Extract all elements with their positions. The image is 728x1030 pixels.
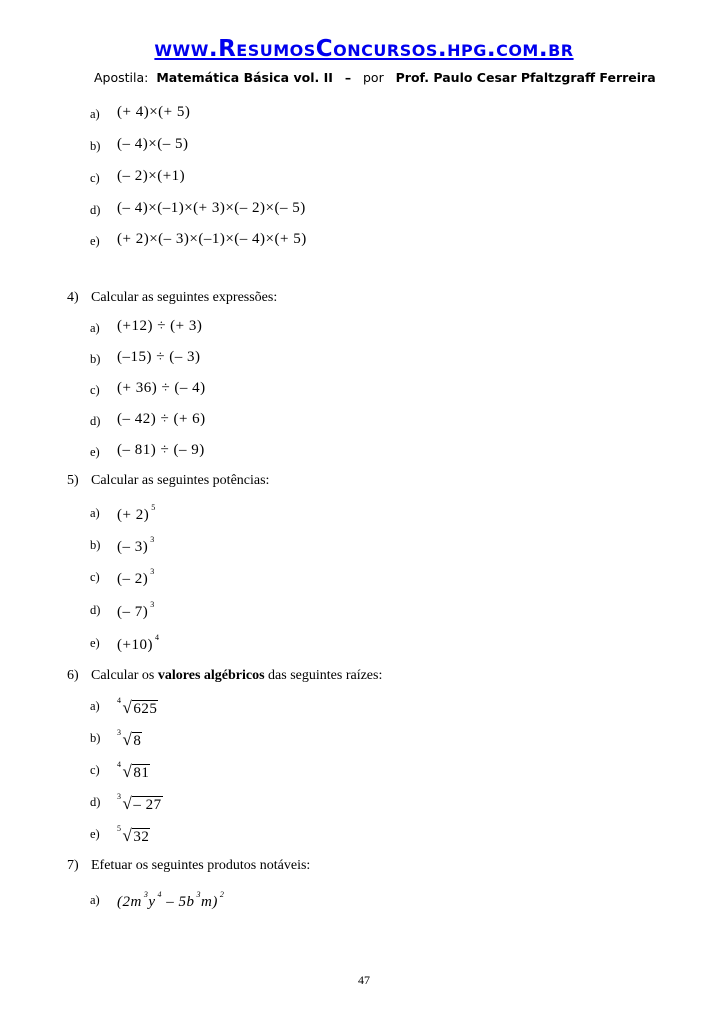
item-label: d) <box>90 795 101 809</box>
radicand: 32 <box>133 829 150 845</box>
item-label: c) <box>90 383 100 397</box>
item-label: a) <box>90 506 100 520</box>
item-expression: (+12) ÷ (+ 3) <box>117 318 203 334</box>
root-index: 3 <box>117 728 122 737</box>
question-number: 5) <box>67 473 79 488</box>
radicand: 8 <box>133 733 142 749</box>
power-base: (– 2) <box>117 571 149 587</box>
item-label: d) <box>90 203 101 217</box>
root-expression <box>117 696 158 718</box>
root-expression <box>117 792 163 814</box>
apostila-label: Apostila: <box>94 70 149 85</box>
radical-icon: √ <box>122 762 133 781</box>
item-expression: (+ 4)×(+ 5) <box>117 104 191 120</box>
expr-part: – 5b <box>166 894 195 910</box>
power-exponent: 3 <box>150 535 155 544</box>
root-index: 4 <box>117 696 122 705</box>
item-label: d) <box>90 414 101 428</box>
page-number: 47 <box>358 973 370 987</box>
item-label: c) <box>90 171 100 185</box>
author: Prof. Paulo Cesar Pfaltzgraff Ferreira <box>395 70 656 85</box>
radicand: 625 <box>133 701 158 717</box>
item-expression <box>117 567 155 588</box>
question-number: 6) <box>67 668 79 683</box>
expr-exponent: 3 <box>196 890 201 899</box>
question-number: 7) <box>67 858 79 873</box>
document-title: Matemática Básica vol. II <box>156 70 333 85</box>
question-4 <box>67 290 277 306</box>
power-base: (– 3) <box>117 539 149 555</box>
item-expression <box>117 600 155 621</box>
item-label: c) <box>90 570 100 584</box>
item-label: a) <box>90 321 100 335</box>
power-exponent: 5 <box>151 503 156 512</box>
radicand: – 27 <box>133 797 162 813</box>
item-label: b) <box>90 731 101 745</box>
item-label: e) <box>90 234 100 248</box>
radicand: 81 <box>133 765 150 781</box>
item-expression: (+ 2)×(– 3)×(–1)×(– 4)×(+ 5) <box>117 231 307 247</box>
question-number: 4) <box>67 290 79 305</box>
item-expression <box>117 890 224 911</box>
question-text: Calcular as seguintes potências: <box>91 473 270 488</box>
item-label: a) <box>90 699 100 713</box>
expr-exponent: 4 <box>157 890 162 899</box>
power-exponent: 3 <box>150 600 155 609</box>
question-5 <box>67 473 269 489</box>
item-expression: (– 4)×(– 5) <box>117 136 189 152</box>
expr-exponent: 3 <box>143 890 149 899</box>
power-base: (+10) <box>117 637 153 653</box>
item-expression: (– 81) ÷ (– 9) <box>117 442 205 458</box>
power-exponent: 3 <box>150 567 155 576</box>
expr-exponent: 2 <box>219 890 225 899</box>
radical-icon: √ <box>122 698 133 717</box>
root-index: 5 <box>117 824 122 833</box>
radical-icon: √ <box>122 730 133 749</box>
expr-part: (2m <box>117 894 142 910</box>
item-expression: (– 2)×(+1) <box>117 168 186 184</box>
item-label: e) <box>90 827 100 841</box>
power-base: (– 7) <box>117 604 149 620</box>
root-expression <box>117 728 142 750</box>
header-dash: – <box>344 70 352 85</box>
question-7 <box>67 858 310 874</box>
radical-icon: √ <box>122 794 133 813</box>
item-label: b) <box>90 538 101 552</box>
radical-icon: √ <box>122 826 133 845</box>
item-expression <box>117 503 156 524</box>
item-expression: (–15) ÷ (– 3) <box>117 349 201 365</box>
question-text-bold: valores algébricos <box>157 668 265 683</box>
document-header <box>94 70 656 85</box>
site-url: www.ResumosConcursos.hpg.com.br <box>154 36 574 62</box>
question-text-post: das seguintes raízes: <box>268 668 383 683</box>
expr-part: y <box>148 894 156 910</box>
question-text-pre: Calcular os <box>91 668 155 683</box>
item-label: e) <box>90 636 100 650</box>
power-base: (+ 2) <box>117 507 150 523</box>
root-index: 3 <box>117 792 122 801</box>
item-label: a) <box>90 107 100 121</box>
item-label: b) <box>90 139 101 153</box>
item-label: a) <box>90 893 100 907</box>
item-label: e) <box>90 445 100 459</box>
question-text: Calcular as seguintes expressões: <box>91 290 278 305</box>
item-label: c) <box>90 763 100 777</box>
question-text: Efetuar os seguintes produtos notáveis: <box>91 858 311 873</box>
item-label: d) <box>90 603 101 617</box>
item-expression: (– 42) ÷ (+ 6) <box>117 411 206 427</box>
root-index: 4 <box>117 760 122 769</box>
root-expression <box>117 760 150 782</box>
item-expression: (– 4)×(–1)×(+ 3)×(– 2)×(– 5) <box>117 200 306 216</box>
power-exponent: 4 <box>154 633 160 642</box>
item-expression <box>117 633 159 654</box>
question-6 <box>67 668 382 684</box>
root-expression <box>117 824 150 846</box>
por-label: por <box>362 70 384 85</box>
item-label: b) <box>90 352 101 366</box>
item-expression: (+ 36) ÷ (– 4) <box>117 380 206 396</box>
expr-part: m) <box>201 894 218 910</box>
item-expression <box>117 535 155 556</box>
